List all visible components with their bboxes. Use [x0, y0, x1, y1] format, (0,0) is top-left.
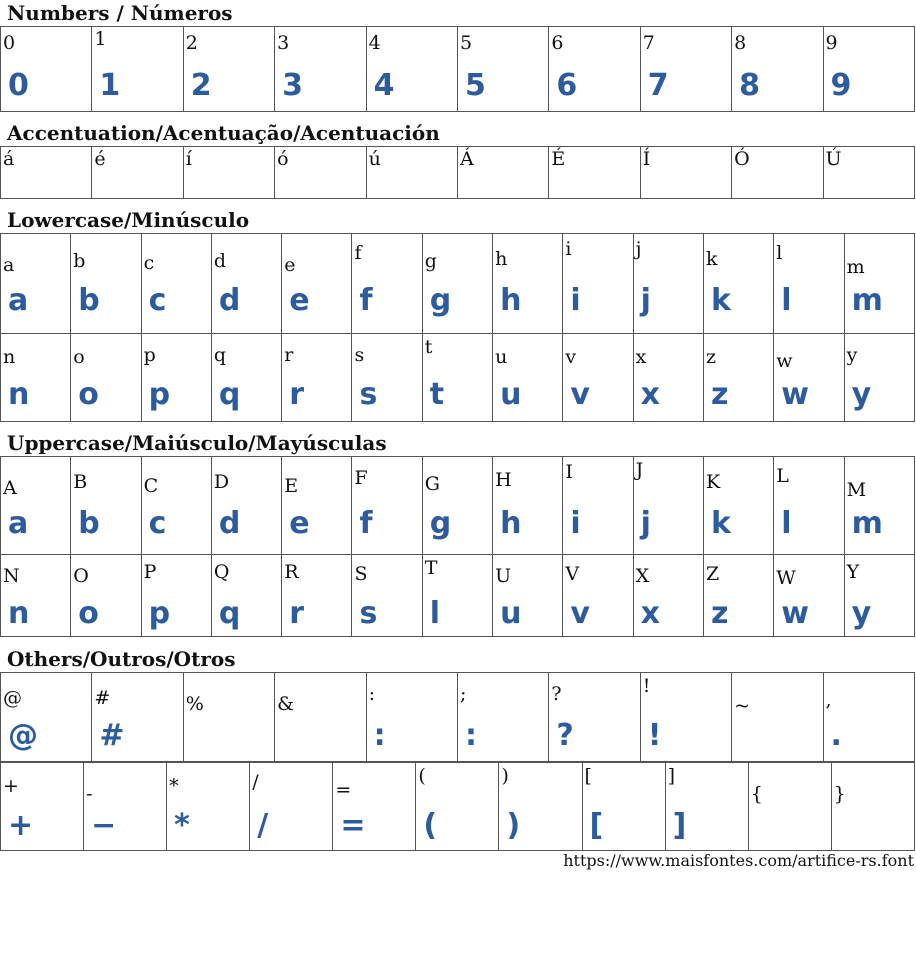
- glyph-cell: [275, 673, 366, 762]
- glyph-sample: g: [429, 506, 452, 541]
- glyph-sample: z: [710, 596, 729, 631]
- character-label: l: [776, 242, 783, 264]
- others-table-1: [0, 672, 915, 762]
- character-label: r: [284, 344, 294, 366]
- glyph-sample: r: [289, 377, 304, 412]
- glyph-sample: f: [359, 506, 373, 541]
- character-label: :: [368, 683, 375, 705]
- character-label: G: [424, 473, 440, 495]
- character-label: í: [185, 148, 192, 170]
- glyph-row: [1, 27, 915, 112]
- character-label: K: [705, 471, 721, 493]
- character-label: v: [565, 346, 577, 368]
- character-label: p: [143, 344, 156, 366]
- character-label: &: [277, 693, 295, 715]
- glyph-cell: [211, 234, 281, 334]
- glyph-sample: 4: [373, 68, 395, 103]
- glyph-cell: [183, 27, 274, 112]
- glyph-cell: [183, 147, 274, 199]
- glyph-cell: [211, 334, 281, 422]
- glyph-cell: [640, 27, 731, 112]
- glyph-cell: [493, 457, 563, 555]
- accentuation-heading: Accentuation/Acentuação/Acentuación: [7, 121, 440, 145]
- character-label: b: [73, 250, 86, 272]
- character-label: X: [635, 565, 650, 587]
- character-label: *: [169, 775, 179, 797]
- glyph-sample: 8: [739, 68, 760, 103]
- character-label: o: [73, 346, 85, 368]
- glyph-sample: =: [340, 808, 366, 843]
- character-label: [: [584, 765, 592, 787]
- accentuation-table: [0, 146, 915, 199]
- character-label: Ó: [734, 148, 750, 170]
- character-label: Q: [213, 561, 230, 583]
- character-label: U: [495, 565, 512, 587]
- glyph-sample: c: [148, 506, 167, 541]
- source-url: https://www.maisfontes.com/artifice-rs.font: [563, 851, 914, 870]
- glyph-cell: [823, 673, 914, 762]
- glyph-cell: [774, 555, 844, 637]
- character-label: O: [73, 565, 89, 587]
- character-label: D: [213, 471, 230, 493]
- glyph-cell: [416, 763, 499, 851]
- glyph-sample: f: [359, 283, 373, 318]
- glyph-row: [1, 763, 915, 851]
- glyph-cell: [92, 673, 183, 762]
- glyph-row: [1, 334, 915, 422]
- character-label: Y: [846, 561, 860, 583]
- glyph-sample: 6: [556, 68, 578, 103]
- glyph-cell: [1, 27, 92, 112]
- glyph-sample: +: [8, 808, 34, 843]
- glyph-sample: m: [851, 283, 883, 318]
- glyph-cell: [422, 334, 492, 422]
- glyph-sample: r: [289, 596, 304, 631]
- character-label: Z: [705, 563, 720, 585]
- character-label: á: [3, 148, 15, 170]
- glyph-sample: [: [589, 808, 604, 843]
- glyph-cell: [774, 334, 844, 422]
- character-label: 4: [368, 32, 381, 54]
- glyph-sample: w: [781, 377, 809, 412]
- glyph-cell: [633, 457, 703, 555]
- character-label: f: [354, 242, 362, 264]
- glyph-sample: b: [78, 283, 100, 318]
- glyph-sample: (: [423, 808, 438, 843]
- glyph-row: [1, 673, 915, 762]
- character-label: {: [750, 783, 763, 805]
- glyph-sample: v: [570, 377, 590, 412]
- character-label: ~: [734, 695, 751, 717]
- glyph-sample: #: [99, 718, 125, 753]
- glyph-cell: [563, 457, 633, 555]
- glyph-sample: /: [257, 808, 269, 843]
- glyph-sample: u: [500, 377, 522, 412]
- glyph-cell: [457, 147, 548, 199]
- glyph-sample: l: [781, 506, 792, 541]
- character-label: ): [501, 765, 509, 787]
- glyph-cell: [333, 763, 416, 851]
- glyph-sample: *: [174, 808, 190, 843]
- character-label: m: [846, 256, 865, 278]
- character-label: /: [252, 771, 259, 793]
- character-label: %: [185, 693, 204, 715]
- glyph-cell: [71, 457, 141, 555]
- glyph-cell: [732, 673, 823, 762]
- glyph-cell: [582, 763, 665, 851]
- glyph-sample: o: [78, 596, 99, 631]
- character-label: É: [551, 148, 566, 170]
- glyph-cell: [211, 457, 281, 555]
- character-label: ,: [825, 689, 832, 711]
- lowercase-heading: Lowercase/Minúsculo: [7, 208, 250, 232]
- glyph-sample: n: [8, 596, 30, 631]
- numbers-table: [0, 26, 915, 112]
- character-label: E: [284, 475, 299, 497]
- glyph-cell: [640, 673, 731, 762]
- glyph-cell: [774, 457, 844, 555]
- glyph-cell: [141, 234, 211, 334]
- glyph-cell: [748, 763, 831, 851]
- glyph-cell: [366, 147, 457, 199]
- glyph-cell: [499, 763, 582, 851]
- character-label: !: [642, 675, 651, 697]
- others-heading: Others/Outros/Otros: [7, 647, 236, 671]
- character-label: i: [565, 238, 572, 260]
- glyph-cell: [633, 234, 703, 334]
- glyph-cell: [141, 555, 211, 637]
- character-label: A: [3, 477, 17, 499]
- character-label: @: [3, 687, 22, 709]
- glyph-cell: [831, 763, 914, 851]
- character-label: 0: [3, 32, 16, 54]
- glyph-sample: i: [570, 506, 581, 541]
- glyph-row: [1, 234, 915, 334]
- glyph-sample: 9: [830, 68, 852, 103]
- character-label: T: [424, 557, 438, 579]
- glyph-cell: [1, 457, 71, 555]
- uppercase-table: [0, 456, 915, 637]
- glyph-cell: [183, 673, 274, 762]
- glyph-cell: [457, 27, 548, 112]
- character-label: g: [424, 250, 437, 272]
- glyph-cell: [457, 673, 548, 762]
- glyph-cell: [563, 334, 633, 422]
- glyph-sample: h: [500, 283, 522, 318]
- glyph-cell: [563, 234, 633, 334]
- glyph-cell: [141, 457, 211, 555]
- glyph-cell: [71, 234, 141, 334]
- glyph-cell: [92, 147, 183, 199]
- glyph-sample: 5: [464, 68, 486, 103]
- glyph-sample: @: [8, 718, 38, 753]
- glyph-cell: [823, 27, 914, 112]
- glyph-row: [1, 147, 915, 199]
- character-label: d: [213, 250, 227, 272]
- glyph-sample: d: [218, 283, 241, 318]
- glyph-cell: [84, 763, 167, 851]
- glyph-sample: o: [78, 377, 99, 412]
- character-label: Ú: [825, 148, 842, 170]
- glyph-cell: [422, 555, 492, 637]
- glyph-cell: [633, 555, 703, 637]
- glyph-cell: [422, 234, 492, 334]
- glyph-cell: [211, 555, 281, 637]
- glyph-sample: i: [570, 283, 581, 318]
- character-label: V: [565, 563, 580, 585]
- glyph-sample: s: [359, 377, 378, 412]
- glyph-sample: 0: [8, 68, 29, 103]
- glyph-cell: [366, 27, 457, 112]
- character-label: L: [776, 465, 789, 487]
- glyph-sample: t: [429, 377, 445, 412]
- character-label: t: [424, 336, 433, 358]
- character-label: J: [635, 459, 644, 481]
- character-label: u: [495, 346, 508, 368]
- character-label: R: [284, 561, 299, 583]
- glyph-sample: z: [710, 377, 729, 412]
- lowercase-table: [0, 233, 915, 422]
- glyph-cell: [352, 334, 422, 422]
- glyph-sample: j: [640, 283, 651, 318]
- glyph-cell: [493, 555, 563, 637]
- glyph-sample: k: [710, 506, 731, 541]
- glyph-cell: [71, 555, 141, 637]
- glyph-cell: [549, 27, 640, 112]
- glyph-row: [1, 555, 915, 637]
- numbers-heading: Numbers / Números: [7, 1, 233, 25]
- character-label: =: [335, 779, 352, 801]
- character-label: 2: [185, 32, 198, 54]
- character-label: I: [565, 461, 573, 483]
- glyph-sample: h: [500, 506, 522, 541]
- glyph-sample: x: [640, 377, 661, 412]
- glyph-sample: m: [851, 506, 883, 541]
- character-label: 3: [277, 32, 290, 54]
- glyph-sample: a: [8, 506, 29, 541]
- glyph-sample: b: [78, 506, 100, 541]
- glyph-cell: [563, 555, 633, 637]
- character-label: 7: [642, 32, 655, 54]
- glyph-cell: [549, 147, 640, 199]
- character-label: w: [776, 350, 793, 372]
- character-label: 9: [825, 32, 838, 54]
- character-label: ú: [368, 148, 381, 170]
- glyph-cell: [823, 147, 914, 199]
- character-label: 5: [459, 32, 473, 54]
- glyph-sample: 2: [190, 68, 212, 103]
- glyph-cell: [1, 334, 71, 422]
- glyph-sample: l: [781, 283, 792, 318]
- glyph-cell: [141, 334, 211, 422]
- glyph-cell: [352, 457, 422, 555]
- character-label: #: [94, 687, 111, 709]
- glyph-cell: [633, 334, 703, 422]
- character-label: ?: [551, 683, 562, 705]
- glyph-sample: j: [640, 506, 651, 541]
- glyph-cell: [282, 334, 352, 422]
- character-label: Í: [642, 148, 651, 170]
- glyph-cell: [844, 234, 914, 334]
- glyph-cell: [1, 763, 84, 851]
- uppercase-heading: Uppercase/Maiúsculo/Mayúsculas: [7, 431, 387, 455]
- glyph-cell: [732, 147, 823, 199]
- glyph-sample: g: [429, 283, 452, 318]
- glyph-cell: [703, 334, 773, 422]
- glyph-sample: c: [148, 283, 167, 318]
- glyph-sample: n: [8, 377, 30, 412]
- glyph-sample: 1: [99, 68, 121, 103]
- glyph-sample: d: [218, 506, 241, 541]
- glyph-sample: x: [640, 596, 661, 631]
- glyph-sample: −: [91, 808, 117, 843]
- glyph-sample: ): [506, 808, 521, 843]
- glyph-cell: [366, 673, 457, 762]
- character-label: H: [495, 469, 512, 491]
- glyph-cell: [493, 234, 563, 334]
- glyph-cell: [282, 234, 352, 334]
- glyph-sample: u: [500, 596, 522, 631]
- glyph-cell: [665, 763, 748, 851]
- glyph-cell: [422, 457, 492, 555]
- glyph-cell: [92, 27, 183, 112]
- glyph-sample: p: [148, 377, 171, 412]
- glyph-cell: [732, 27, 823, 112]
- character-label: }: [833, 783, 846, 805]
- character-label: S: [354, 563, 368, 585]
- glyph-cell: [282, 555, 352, 637]
- character-label: a: [3, 254, 15, 276]
- glyph-sample: s: [359, 596, 378, 631]
- character-label: z: [705, 346, 716, 368]
- glyph-cell: [275, 147, 366, 199]
- glyph-sample: 3: [282, 68, 304, 103]
- character-label: ]: [667, 765, 676, 787]
- glyph-cell: [703, 234, 773, 334]
- glyph-sample: !: [647, 718, 662, 753]
- character-label: ;: [459, 683, 467, 705]
- glyph-cell: [703, 457, 773, 555]
- character-label: F: [354, 467, 368, 489]
- others-table-2: [0, 762, 915, 851]
- glyph-cell: [1, 555, 71, 637]
- glyph-cell: [1, 234, 71, 334]
- glyph-sample: p: [148, 596, 171, 631]
- character-label: j: [635, 238, 642, 260]
- glyph-cell: [549, 673, 640, 762]
- character-label: n: [3, 346, 16, 368]
- character-label: e: [284, 254, 296, 276]
- glyph-cell: [703, 555, 773, 637]
- character-label: C: [143, 475, 159, 497]
- glyph-cell: [167, 763, 250, 851]
- character-label: Á: [459, 148, 474, 170]
- glyph-sample: q: [218, 377, 241, 412]
- glyph-cell: [282, 457, 352, 555]
- character-label: é: [94, 148, 106, 170]
- character-label: y: [846, 344, 858, 366]
- glyph-sample: :: [464, 718, 477, 753]
- character-label: 1: [94, 28, 107, 50]
- glyph-cell: [352, 555, 422, 637]
- character-label: M: [846, 479, 867, 501]
- character-label: (: [418, 765, 426, 787]
- character-label: P: [143, 561, 157, 583]
- character-label: +: [3, 775, 19, 797]
- character-label: N: [3, 565, 20, 587]
- glyph-sample: q: [218, 596, 241, 631]
- character-label: 6: [551, 32, 564, 54]
- glyph-cell: [774, 234, 844, 334]
- glyph-sample: y: [851, 596, 872, 631]
- glyph-cell: [640, 147, 731, 199]
- character-label: s: [354, 344, 365, 366]
- character-label: q: [213, 344, 227, 366]
- glyph-cell: [844, 334, 914, 422]
- glyph-cell: [1, 673, 92, 762]
- glyph-sample: k: [710, 283, 731, 318]
- glyph-cell: [71, 334, 141, 422]
- glyph-cell: [275, 27, 366, 112]
- glyph-row: [1, 457, 915, 555]
- glyph-cell: [352, 234, 422, 334]
- character-label: ó: [277, 148, 289, 170]
- glyph-sample: y: [851, 377, 872, 412]
- glyph-sample: e: [289, 506, 310, 541]
- glyph-sample: ?: [556, 718, 574, 753]
- character-label: -: [86, 783, 93, 805]
- glyph-sample: ]: [672, 808, 687, 843]
- glyph-sample: :: [373, 718, 386, 753]
- glyph-sample: w: [781, 596, 809, 631]
- character-label: W: [776, 567, 796, 589]
- character-label: k: [705, 248, 718, 270]
- glyph-sample: .: [830, 718, 842, 753]
- character-label: c: [143, 252, 155, 274]
- glyph-sample: 7: [647, 68, 669, 103]
- glyph-cell: [250, 763, 333, 851]
- glyph-cell: [844, 555, 914, 637]
- character-label: h: [495, 248, 508, 270]
- glyph-cell: [1, 147, 92, 199]
- character-label: B: [73, 471, 88, 493]
- glyph-sample: e: [289, 283, 310, 318]
- glyph-sample: v: [570, 596, 590, 631]
- character-label: 8: [734, 32, 747, 54]
- glyph-sample: l: [429, 596, 441, 631]
- glyph-cell: [844, 457, 914, 555]
- glyph-sample: a: [8, 283, 29, 318]
- glyph-cell: [493, 334, 563, 422]
- character-label: x: [635, 346, 647, 368]
